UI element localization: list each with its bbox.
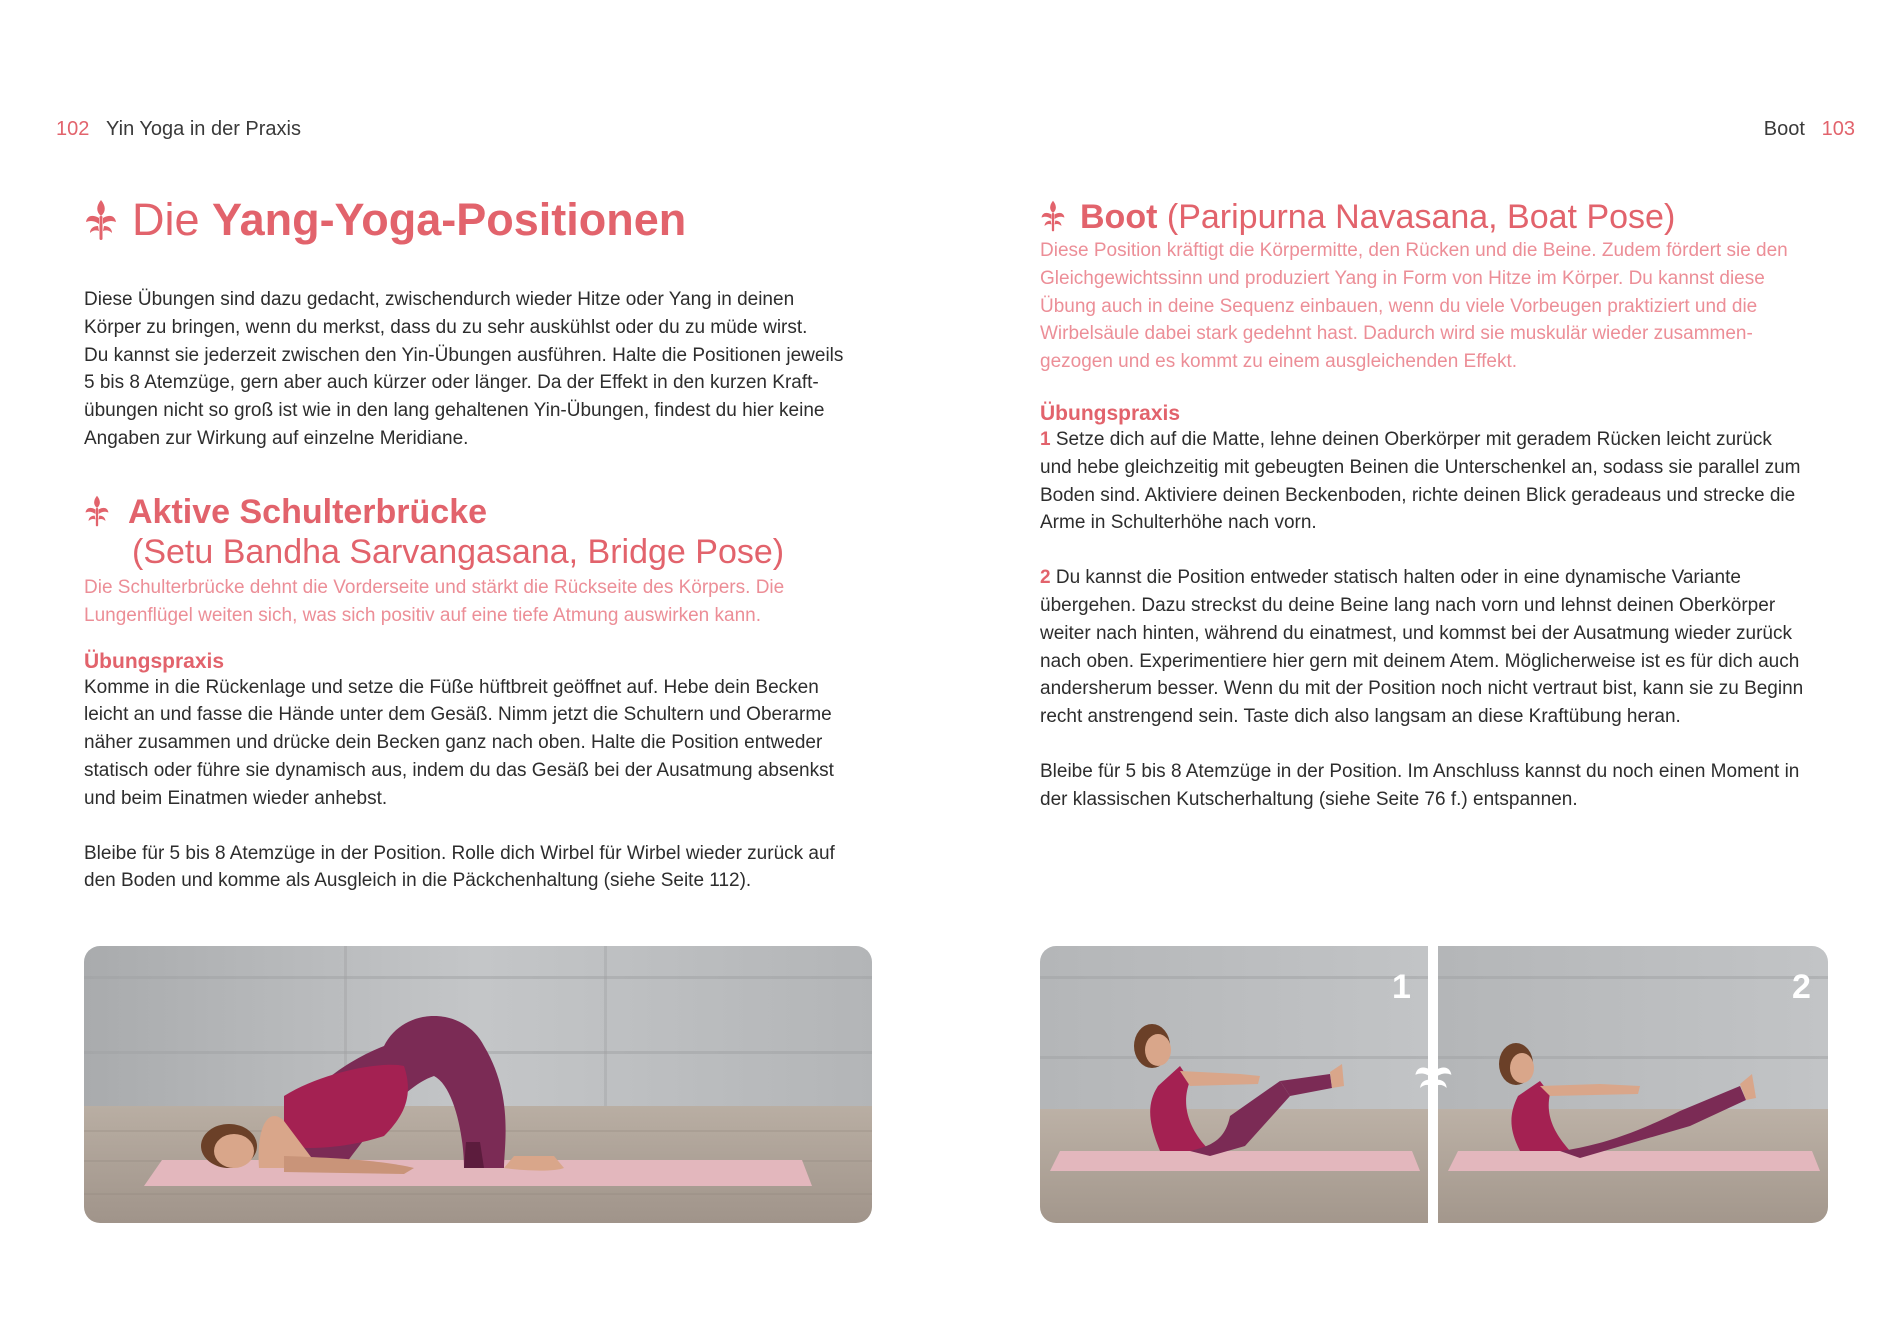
step-line: und hebe gleichzeitig mit gebeugten Beinen die Unterschenkel an, sodass sie parallel zum xyxy=(1040,456,1801,478)
lotus-ornament-icon xyxy=(1040,199,1066,233)
practice-line: leicht an und fasse die Hände unter dem Gesäß. Nimm jetzt die Schultern und Oberarme xyxy=(84,704,832,726)
step-line: Arme in Schulterhöhe nach vorn. xyxy=(1040,512,1317,534)
step-line: recht anstrengend sein. Taste dich also langsam an diese Kraftübung heran. xyxy=(1040,706,1681,728)
boat-pose-section xyxy=(1040,197,1860,814)
practice-line: näher zusammen und drücke dein Becken ganz nach oben. Halte die Position entweder xyxy=(84,732,823,754)
description-line: Wirbelsäule dabei stark gedehnt hast. Dadurch wird sie muskulär wieder zusammen- xyxy=(1040,323,1753,345)
bridge-pose-subtitle-text: (Setu Bandha Sarvangasana, Bridge Pose) xyxy=(132,533,785,571)
chapter-heading xyxy=(84,194,686,246)
practice-heading: Übungspraxis xyxy=(1040,401,1181,425)
intro-line: Angaben zur Wirkung auf einzelne Meridiane. xyxy=(84,427,469,449)
page-number-left: 102 xyxy=(56,118,90,140)
step-1-paragraph xyxy=(1040,426,1860,537)
step-1-text: Setze dich auf die Matte, lehne deinen Oberkörper mit geradem Rücken leicht zurück xyxy=(1050,428,1772,450)
intro-line: Körper zu bringen, wenn du merkst, dass du zu sehr auskühlst oder du zu müde wirst. xyxy=(84,316,808,338)
step-line xyxy=(1040,564,1860,592)
step-line: übergehen. Dazu streckst du deine Beine lang nach vorn und lehnst deinen Oberkörper xyxy=(1040,594,1776,616)
practice-line: und beim Einatmen wieder anhebst. xyxy=(84,787,388,809)
chapter-heading-light: Die xyxy=(132,194,213,245)
step-line: weiter nach hinten, während du einatmest, und kommst bei der Ausatmung wieder zurück xyxy=(1040,622,1792,644)
step-2-text: Du kannst die Position entweder statisch halten oder in eine dynamische Variante xyxy=(1050,567,1741,589)
running-title-right: Boot xyxy=(1763,118,1805,140)
lotus-ornament-icon xyxy=(84,494,110,528)
closing-line: Bleibe für 5 bis 8 Atemzüge in der Position. Rolle dich Wirbel für Wirbel wieder zurück auf xyxy=(84,842,835,864)
photo-label-2: 2 xyxy=(1792,968,1811,1006)
closing-line: Bleibe für 5 bis 8 Atemzüge in der Position. Im Anschluss kannst du noch einen Moment in xyxy=(1040,760,1800,782)
bridge-pose-illustration xyxy=(84,946,872,1223)
chapter-heading-bold: Yang-Yoga-Positionen xyxy=(212,194,687,245)
practice-heading: Übungspraxis xyxy=(84,649,225,673)
intro-line: Diese Übungen sind dazu gedacht, zwischendurch wieder Hitze oder Yang in deinen xyxy=(84,289,795,310)
description-line: gezogen und es kommt zu einem ausgleichenden Effekt. xyxy=(1040,351,1518,373)
right-page xyxy=(950,0,1900,1341)
bridge-pose-section xyxy=(84,492,924,895)
lotus-ornament-icon xyxy=(84,198,118,242)
closing-paragraph xyxy=(84,840,924,896)
boat-pose-description xyxy=(1040,237,1860,376)
intro-line: 5 bis 8 Atemzüge, gern aber auch kürzer oder länger. Da der Effekt in den kurzen Kraft- xyxy=(84,372,819,394)
intro-paragraph xyxy=(84,286,904,453)
practice-line: Komme in die Rückenlage und setze die Füße hüftbreit geöffnet auf. Hebe dein Becken xyxy=(84,676,819,698)
intro-line: übungen nicht so groß ist wie in den lang gehaltenen Yin-Übungen, findest du hier keine xyxy=(84,400,825,422)
bridge-pose-description xyxy=(84,574,924,630)
bridge-pose-name: Aktive Schulterbrücke xyxy=(128,493,488,531)
step-line xyxy=(1040,426,1860,454)
page-folio-left xyxy=(56,118,301,141)
boat-pose-photo-pair xyxy=(1040,946,1828,1223)
step-1-number: 1 xyxy=(1040,428,1051,450)
closing-paragraph xyxy=(1040,758,1860,814)
bridge-pose-subtitle xyxy=(84,532,924,572)
boat-pose-illustration xyxy=(1040,946,1828,1223)
description-line: Lungenflügel weiten sich, was sich positiv auf eine tiefe Atmung auswirken kann. xyxy=(84,604,762,626)
step-line: andersherum besser. Wenn du mit der Position noch nicht vertraut bist, kann sie zu Beginn xyxy=(1040,678,1804,700)
step-line: Boden sind. Aktiviere deinen Beckenboden, richte deinen Blick geradeaus und strecke die xyxy=(1040,484,1796,506)
running-title-left: Yin Yoga in der Praxis xyxy=(106,118,301,140)
boat-pose-title xyxy=(1040,197,1860,237)
bridge-pose-title xyxy=(84,492,924,532)
step-2-paragraph xyxy=(1040,564,1860,731)
page-folio-right xyxy=(1764,118,1855,141)
closing-line: der klassischen Kutscherhaltung (siehe Seite 76 f.) entspannen. xyxy=(1040,788,1578,810)
practice-paragraph xyxy=(84,674,924,813)
description-line: Die Schulterbrücke dehnt die Vorderseite und stärkt die Rückseite des Körpers. Die xyxy=(84,577,785,598)
boat-pose-name: Boot xyxy=(1080,198,1158,236)
description-line: Gleichgewichtssinn und produziert Yang in Form von Hitze im Körper. Du kannst diese xyxy=(1040,267,1765,289)
photo-label-1: 1 xyxy=(1392,968,1411,1006)
boat-pose-subtitle: (Paripurna Navasana, Boat Pose) xyxy=(1166,198,1676,236)
bridge-pose-photo xyxy=(84,946,872,1223)
closing-line: den Boden und komme als Ausgleich in die Päckchenhaltung (siehe Seite 112). xyxy=(84,870,752,892)
description-line: Übung auch in deine Sequenz einbauen, wenn du viele Vorbeugen praktiziert und die xyxy=(1040,295,1758,317)
step-2-number: 2 xyxy=(1040,567,1051,589)
practice-line: statisch oder führe sie dynamisch aus, indem du das Gesäß bei der Ausatmung absenkst xyxy=(84,759,834,781)
page-number-right: 103 xyxy=(1821,118,1855,140)
step-line: nach oben. Experimentiere hier gern mit deinem Atem. Möglicherweise ist es für dich auch xyxy=(1040,650,1800,672)
intro-line: Du kannst sie jederzeit zwischen den Yin-Übungen ausführen. Halte die Positionen jeweils xyxy=(84,344,844,366)
description-line: Diese Position kräftigt die Körpermitte, den Rücken und die Beine. Zudem fördert sie den xyxy=(1040,240,1788,261)
